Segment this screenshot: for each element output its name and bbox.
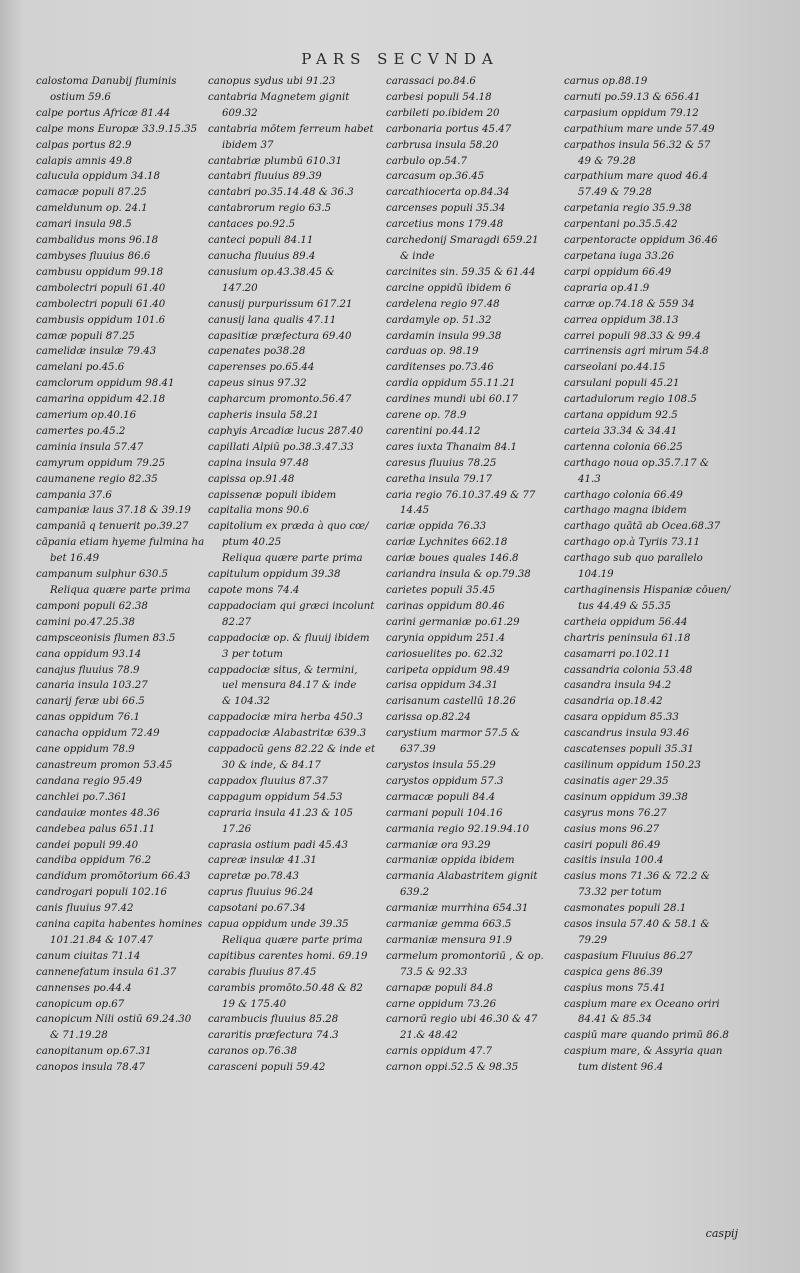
index-entry: casandra insula 94.2	[564, 680, 672, 692]
index-entry: 19 & 175.40	[222, 998, 287, 1010]
index-entry: cambolectri populi 61.40	[36, 298, 166, 310]
index-entry: 30 & inde, & 84.17	[222, 759, 321, 771]
index-entry: casyrus mons 76.27	[564, 807, 667, 819]
index-entry: cantabrorum regio 63.5	[208, 203, 332, 215]
index-entry: carthago op.à Tyriis 73.11	[564, 537, 701, 549]
index-entry: carthago noua op.35.7.17 &	[564, 457, 709, 469]
index-entry: carmania Alabastritem gignit	[386, 871, 538, 883]
index-entry: carpathos insula 56.32 & 57	[564, 139, 711, 151]
index-entry: carpi oppidum 66.49	[564, 266, 672, 278]
index-entry: carmelum promontoriū , & op.	[386, 950, 544, 962]
index-entry: ptum 40.25	[222, 537, 282, 549]
index-entry: carmaniæ ora 93.29	[386, 839, 491, 851]
index-entry: capreæ insulæ 41.31	[208, 855, 317, 867]
index-entry: capua oppidum unde 39.35	[208, 919, 349, 931]
index-entry: carrea oppidum 38.13	[564, 314, 679, 326]
index-entry: cambusis oppidum 101.6	[36, 314, 166, 326]
index-column-4	[564, 74, 742, 1076]
index-entry: carcinites sin. 59.35 & 61.44	[386, 266, 536, 278]
index-entry: capote mons 74.4	[208, 585, 300, 596]
index-entry: 21.& 48.42	[400, 1030, 458, 1042]
index-entry: capillati Alpiū po.38.3.47.33	[208, 441, 354, 453]
index-entry: canis fluuius 97.42	[36, 903, 134, 915]
index-entry: carini germaniæ po.61.29	[386, 616, 520, 628]
index-entry: carcine oppidū ibidem 6	[386, 282, 512, 294]
index-entry: 57.49 & 79.28	[578, 187, 652, 199]
index-entry: carthago quātā ab Ocea.68.37	[564, 521, 721, 533]
index-entry: cascatenses populi 35.31	[564, 744, 694, 756]
index-entry: capina insula 97.48	[208, 457, 309, 469]
index-entry: carne oppidum 73.26	[386, 998, 497, 1010]
index-entry: 41.3	[578, 473, 601, 485]
index-entry: candebea palus 651.11	[36, 823, 156, 835]
index-entry: camclorum oppidum 98.41	[36, 378, 175, 390]
index-entry: caumanene regio 82.35	[36, 473, 158, 485]
index-entry: 14.45	[400, 505, 430, 517]
index-entry: canchlei po.7.361	[36, 791, 128, 803]
index-entry: 79.29	[578, 934, 608, 946]
index-entry: cannenefatum insula 61.37	[36, 966, 177, 978]
index-entry: casitis insula 100.4	[564, 855, 664, 867]
index-entry: calostoma Danubij fluminis	[36, 76, 177, 87]
index-entry: & inde	[400, 250, 435, 262]
index-entry: casinatis ager 29.35	[564, 775, 669, 787]
index-entry: calapis amnis 49.8	[36, 155, 133, 167]
index-entry: caresus fluuius 78.25	[386, 457, 497, 469]
index-entry: carpathium mare quod 46.4	[564, 171, 709, 183]
index-entry: 73.32 per totum	[578, 887, 662, 899]
index-entry: carchedonij Smaragdi 659.21	[386, 235, 539, 247]
index-entry: cappadox fluuius 87.37	[208, 775, 328, 787]
index-entry: carietes populi 35.45	[386, 585, 496, 596]
index-entry: 147.20	[222, 282, 258, 294]
index-entry: casara oppidum 85.33	[564, 712, 679, 724]
index-entry: carcetius mons 179.48	[386, 219, 504, 231]
index-entry: carmaniæ gemma 663.5	[386, 919, 512, 931]
index-entry: cappadociam qui græci incolunt	[208, 600, 375, 612]
index-entry: caperenses po.65.44	[208, 362, 315, 374]
index-entry: cariæ Lychnites 662.18	[386, 537, 508, 549]
index-entry: 3 per totum	[222, 648, 283, 660]
index-entry: calpe portus Africæ 81.44	[36, 107, 171, 119]
index-entry: & 71.19.28	[50, 1030, 108, 1042]
index-entry: camertes po.45.2	[36, 425, 126, 437]
index-entry: carnorū regio ubi 46.30 & 47	[386, 1014, 538, 1026]
index-entry: canopos insula 78.47	[36, 1062, 145, 1074]
index-entry: caprus fluuius 96.24	[208, 887, 314, 899]
index-entry: carisanum castellū 18.26	[386, 696, 516, 708]
index-entry: capitolium ex præda à quo cœ/	[208, 521, 369, 533]
index-entry: cappadociæ Alabastritæ 639.3	[208, 728, 367, 740]
index-entry: 639.2	[400, 887, 430, 899]
index-entry: canarij feræ ubi 66.5	[36, 696, 145, 708]
index-entry: calpe mons Europæ 33.9.15.35	[36, 123, 198, 135]
index-entry: canum ciuitas 71.14	[36, 950, 141, 962]
index-entry: carinas oppidum 80.46	[386, 600, 505, 612]
index-entry: carbulo op.54.7	[386, 155, 467, 167]
index-entry: carisa oppidum 34.31	[386, 680, 499, 692]
index-entry: carthaginensis Hispaniæ cōuen/	[564, 585, 731, 596]
index-entry: carystos insula 55.29	[386, 759, 496, 771]
index-entry: carnapæ populi 84.8	[386, 982, 493, 994]
index-entry: ibidem 37	[222, 139, 274, 151]
index-entry: carystium marmor 57.5 &	[386, 728, 520, 740]
index-entry: candana regio 95.49	[36, 775, 143, 787]
index-entry: canteci populi 84.11	[208, 235, 314, 247]
index-entry: canusij purpurissum 617.21	[208, 298, 353, 310]
index-entry: carrei populi 98.33 & 99.4	[564, 330, 701, 342]
index-entry: caspica gens 86.39	[564, 966, 663, 978]
index-entry: 637.39	[400, 744, 436, 756]
index-entry: canaria insula 103.27	[36, 680, 148, 692]
index-entry: cappadocū gens 82.22 & inde et	[208, 744, 376, 756]
index-entry: carpathium mare unde 57.49	[564, 123, 715, 135]
index-entry: camini po.47.25.38	[36, 616, 135, 628]
index-entry: canopus sydus ubi 91.23	[208, 76, 336, 87]
index-entry: caspius mons 75.41	[564, 982, 666, 994]
index-entry: cantabria Magnetem gignit	[208, 91, 350, 103]
index-column-1	[36, 74, 208, 1076]
index-entry: carthago sub quo parallelo	[564, 553, 703, 565]
index-entry: cantaces po.92.5	[208, 219, 296, 231]
index-entry: carbesi populi 54.18	[386, 91, 492, 103]
index-entry: cambolectri populi 61.40	[36, 282, 166, 294]
index-entry: capharcum promonto.56.47	[208, 394, 352, 406]
index-entry: casilinum oppidum 150.23	[564, 759, 701, 771]
index-entry: campsceonisis flumen 83.5	[36, 632, 176, 644]
index-entry: cardia oppidum 55.11.21	[386, 378, 516, 390]
index-entry: Reliqua quære parte prima	[50, 585, 191, 596]
index-entry: carambucis fluuius 85.28	[208, 1014, 339, 1026]
index-entry: capretæ po.78.43	[208, 871, 299, 883]
index-entry: camponi populi 62.38	[36, 600, 148, 612]
index-entry: canina capita habentes homines	[36, 919, 203, 931]
index-entry: cana oppidum 93.14	[36, 648, 142, 660]
index-entry: caranos op.76.38	[208, 1046, 297, 1058]
index-entry: tus 44.49 & 55.35	[578, 600, 671, 612]
index-entry: capitulum oppidum 39.38	[208, 569, 341, 581]
index-entry: carmani populi 104.16	[386, 807, 503, 819]
index-entry: carpasium oppidum 79.12	[564, 107, 699, 119]
index-column-3	[386, 74, 564, 1076]
index-entry: carentini po.44.12	[386, 425, 481, 437]
index-entry: 101.21.84 & 107.47	[50, 934, 154, 946]
index-entry: carpentoracte oppidum 36.46	[564, 235, 718, 247]
index-entry: cariæ oppida 76.33	[386, 521, 487, 533]
index-entry: cāpania etiam hyeme fulmina ha	[36, 537, 205, 549]
index-entry: campania 37.6	[36, 489, 112, 501]
index-entry: carene op. 78.9	[386, 410, 467, 422]
index-entry: carassaci po.84.6	[386, 76, 476, 87]
index-entry: casmonates populi 28.1	[564, 903, 687, 915]
index-entry: carpentani po.35.5.42	[564, 219, 678, 231]
index-entry: carambis promōto.50.48 & 82	[208, 982, 363, 994]
index-entry: canusium op.43.38.45 &	[208, 266, 335, 278]
index-entry: candiba oppidum 76.2	[36, 855, 152, 867]
index-entry: cantabri fluuius 89.39	[208, 171, 322, 183]
index-entry: cariosuelites po. 62.32	[386, 648, 504, 660]
index-entry: carmacæ populi 84.4	[386, 791, 496, 803]
index-entry: carcathiocerta op.84.34	[386, 187, 510, 199]
index-entry: 609.32	[222, 107, 258, 119]
index-entry: candrogari populi 102.16	[36, 887, 167, 899]
index-entry: camelidæ insulæ 79.43	[36, 346, 157, 358]
index-entry: carystos oppidum 57.3	[386, 775, 504, 787]
index-entry: cappagum oppidum 54.53	[208, 791, 343, 803]
index-entry: cambusu oppidum 99.18	[36, 266, 164, 278]
index-entry: calucula oppidum 34.18	[36, 171, 161, 183]
index-entry: cardamin insula 99.38	[386, 330, 502, 342]
index-entry: casos insula 57.40 & 58.1 &	[564, 919, 710, 931]
index-entry: carmaniæ oppida ibidem	[386, 855, 515, 867]
index-entry: capraria insula 41.23 & 105	[208, 807, 354, 819]
index-entry: carnis oppidum 47.7	[386, 1046, 493, 1058]
index-entry: carbrusa insula 58.20	[386, 139, 499, 151]
index-entry: cardelena regio 97.48	[386, 298, 500, 310]
index-entry: cassandria colonia 53.48	[564, 664, 693, 676]
index-entry: carabis fluuius 87.45	[208, 966, 317, 978]
index-entry: canopicum Nili ostiū 69.24.30	[36, 1014, 192, 1026]
index-entry: caspium mare ex Oceano oriri	[564, 998, 720, 1010]
index-entry: carynia oppidum 251.4	[386, 632, 506, 644]
index-entry: casiri populi 86.49	[564, 839, 661, 851]
index-entry: caripeta oppidum 98.49	[386, 664, 510, 676]
page-header: PARS SECVNDA	[301, 50, 499, 68]
index-entry: 104.19	[578, 569, 614, 581]
index-entry: cameldunum op. 24.1	[36, 203, 148, 215]
index-entry: bet 16.49	[50, 553, 100, 565]
index-entry: camarina oppidum 42.18	[36, 394, 166, 406]
index-entry: carduas op. 98.19	[386, 346, 479, 358]
index-entry: carthago colonia 66.49	[564, 489, 683, 501]
index-entry: capitibus carentes homi. 69.19	[208, 950, 368, 962]
index-entry: cannenses po.44.4	[36, 982, 132, 994]
index-entry: casinum oppidum 39.38	[564, 791, 688, 803]
index-entry: capheris insula 58.21	[208, 410, 319, 422]
index-entry: capissa op.91.48	[208, 473, 295, 485]
index-entry: caria regio 76.10.37.49 & 77	[386, 489, 536, 501]
index-entry: cartheia oppidum 56.44	[564, 616, 688, 628]
index-column-2	[208, 74, 386, 1076]
index-entry: casius mons 96.27	[564, 823, 660, 835]
index-entry: campaniæ laus 37.18 & 39.19	[36, 505, 191, 517]
index-entry: cararitis præfectura 74.3	[208, 1030, 339, 1042]
index-entry: cappadociæ mira herba 450.3	[208, 712, 363, 724]
index-entry: cartenna colonia 66.25	[564, 441, 683, 453]
index-entry: uel mensura 84.17 & inde	[222, 680, 357, 692]
index-entry: carissa op.82.24	[386, 712, 471, 724]
index-entry: cambyses fluuius 86.6	[36, 250, 151, 262]
index-entry: 73.5 & 92.33	[400, 966, 468, 978]
index-entry: carbonaria portus 45.47	[386, 123, 512, 135]
index-entry: cartadulorum regio 108.5	[564, 394, 697, 406]
index-entry: carsulani populi 45.21	[564, 378, 680, 390]
index-entry: 17.26	[222, 823, 252, 835]
index-entry: camæ populi 87.25	[36, 330, 135, 342]
index-entry: cantabriæ plumbū 610.31	[208, 155, 342, 167]
index-entry: casamarri po.102.11	[564, 648, 671, 660]
index-entry: capasitiæ præfectura 69.40	[208, 330, 352, 342]
index-entry: candidum promōtorium 66.43	[36, 871, 191, 883]
index-entry: camerium op.40.16	[36, 410, 137, 422]
index-entry: carræ op.74.18 & 559 34	[564, 298, 695, 310]
index-entry: carseolani po.44.15	[564, 362, 666, 374]
index-entry: capraria op.41.9	[564, 282, 650, 294]
index-entry: caspasium Fluuius 86.27	[564, 950, 693, 962]
index-entry: capenates po38.28	[208, 346, 306, 358]
index-entry: carnon oppi.52.5 & 98.35	[386, 1062, 519, 1074]
index-entry: 49 & 79.28	[578, 155, 636, 167]
index-entry: canas oppidum 76.1	[36, 712, 140, 724]
index-entry: cartana oppidum 92.5	[564, 410, 678, 422]
index-entry: caspiū mare quando primū 86.8	[564, 1030, 729, 1042]
index-entry: cardines mundi ubi 60.17	[386, 394, 519, 406]
index-entry: canajus fluuius 78.9	[36, 664, 140, 676]
index-entry: carrinensis agri mirum 54.8	[564, 346, 709, 358]
index-entry: carditenses po.73.46	[386, 362, 494, 374]
catchword: caspij	[705, 1227, 738, 1240]
index-entry: carthago magna ibidem	[564, 505, 687, 517]
index-entry: capeus sinus 97.32	[208, 378, 307, 390]
index-entry: campanum sulphur 630.5	[36, 569, 169, 581]
index-entry: carpetana iuga 33.26	[564, 250, 675, 262]
index-entry: cares iuxta Thanaim 84.1	[386, 441, 518, 453]
index-entry: camacæ populi 87.25	[36, 187, 147, 199]
index-entry: carteia 33.34 & 34.41	[564, 425, 678, 437]
index-entry: 84.41 & 85.34	[578, 1014, 652, 1026]
index-entry: carmania regio 92.19.94.10	[386, 823, 530, 835]
index-entry: & 104.32	[222, 696, 270, 708]
index-entry: carmaniæ mensura 91.9	[386, 934, 512, 946]
index-entry: cane oppidum 78.9	[36, 744, 135, 756]
index-entry: ostium 59.6	[50, 91, 111, 103]
index-entry: casandria op.18.42	[564, 696, 663, 708]
index-entry: caretha insula 79.17	[386, 473, 492, 485]
index-entry: candei populi 99.40	[36, 839, 139, 851]
index-entry: capitalia mons 90.6	[208, 505, 310, 517]
index-entry: carasceni populi 59.42	[208, 1062, 326, 1074]
index-entry: canusij lana qualis 47.11	[208, 314, 337, 326]
index-entry: cappadociæ op. & fluuij ibidem	[208, 632, 370, 644]
index-entry: cariandra insula & op.79.38	[386, 569, 531, 581]
index-entry: carbileti po.ibidem 20	[386, 107, 500, 119]
index-entry: cappadociæ situs, & termini,	[208, 664, 358, 676]
index-entry: chartris peninsula 61.18	[564, 632, 691, 644]
index-entry: capsotani po.67.34	[208, 903, 306, 915]
index-entry: tum distent 96.4	[578, 1062, 664, 1074]
index-entry: cantabria mōtem ferreum habet	[208, 123, 374, 135]
index-entry: carcenses populi 35.34	[386, 203, 506, 215]
index-entry: candauiæ montes 48.36	[36, 807, 160, 819]
index-entry: canopicum op.67	[36, 998, 125, 1010]
index-entry: caphyis Arcadiæ lucus 287.40	[208, 425, 364, 437]
index-entry: carnus op.88.19	[564, 76, 648, 87]
index-entry: cascandrus insula 93.46	[564, 728, 690, 740]
index-entry: carnuti po.59.13 & 656.41	[564, 91, 701, 103]
index-entry: camyrum oppidum 79.25	[36, 457, 166, 469]
index-entry: caspium mare, & Assyria quan	[564, 1046, 723, 1058]
index-entry: caprasia ostium padi 45.43	[208, 839, 348, 851]
index-entry: caminia insula 57.47	[36, 441, 144, 453]
index-entry: cardamyle op. 51.32	[386, 314, 492, 326]
index-entry: carpetania regio 35.9.38	[564, 203, 692, 215]
index-entry: canacha oppidum 72.49	[36, 728, 160, 740]
index-entry: campaniā q tenuerit po.39.27	[36, 521, 189, 533]
index-entry: capissenæ populi ibidem	[208, 489, 337, 501]
index-entry: camari insula 98.5	[36, 219, 132, 231]
index-entry: Reliqua quære parte prima	[222, 934, 363, 946]
index-entry: Reliqua quære parte prima	[222, 553, 363, 565]
index-entry: canucha fluuius 89.4	[208, 250, 316, 262]
index-entry: carcasum op.36.45	[386, 171, 485, 183]
index-entry: carmaniæ murrhina 654.31	[386, 903, 529, 915]
index-entry: camelani po.45.6	[36, 362, 125, 374]
index-entry: 82.27	[222, 616, 252, 628]
index-entry: canopitanum op.67.31	[36, 1046, 152, 1058]
index-entry: calpas portus 82.9	[36, 139, 132, 151]
index-entry: casius mons 71.36 & 72.2 &	[564, 871, 710, 883]
index-entry: canastreum promon 53.45	[36, 759, 173, 771]
index-entry: cantabri po.35.14.48 & 36.3	[208, 187, 354, 199]
index-entry: cariæ boues quales 146.8	[386, 553, 519, 565]
index-entry: cambalidus mons 96.18	[36, 235, 159, 247]
